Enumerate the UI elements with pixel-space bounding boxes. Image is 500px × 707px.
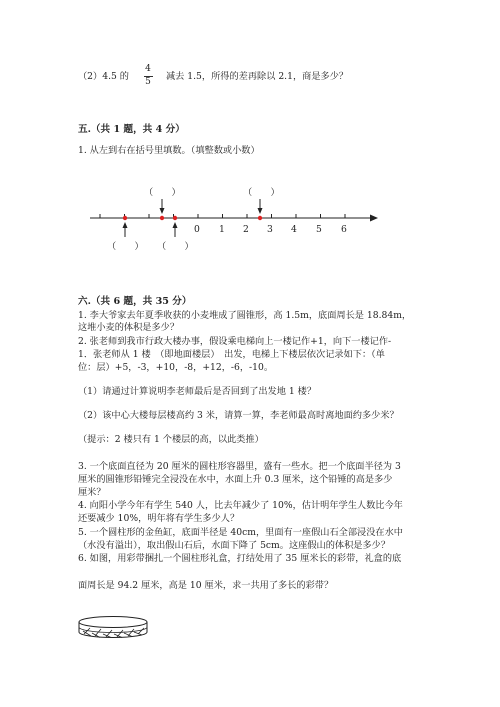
section-5-heading: 五.（共 1 题，共 4 分） <box>78 124 185 135</box>
section-6-line: 这堆小麦的体积是多少？ <box>78 322 180 333</box>
section-6-line: 6. 如图，用彩带捆扎一个圆柱形礼盒，打结处用了 35 厘米长的彩带，礼盒的底 <box>78 553 402 564</box>
up-arrow-1-head <box>123 222 128 228</box>
answer-bracket-bottom-2: （ ） <box>157 241 194 252</box>
tick-label-4: 4 <box>291 224 297 235</box>
number-line-point-1 <box>123 216 127 220</box>
section-6-line: 4. 向阳小学今年有学生 540 人，比去年减少了 10%，估计明年学生人数比今年 <box>78 500 403 511</box>
number-line-arrowhead <box>370 215 378 222</box>
tick-label-5: 5 <box>316 224 322 235</box>
up-arrow-2-head <box>173 222 178 228</box>
number-line-point-2 <box>160 216 164 220</box>
section-6-line: 位：层）+5，-3，+10，-8，+12，-6，-10。 <box>78 362 274 373</box>
number-line-point-3 <box>173 216 177 220</box>
section-6-heading: 六.（共 6 题，共 35 分） <box>78 296 192 307</box>
tick-label-3: 3 <box>267 224 273 235</box>
section-6-line: （提示：2 楼只有 1 个楼层的高，以此类推） <box>78 434 264 445</box>
down-arrow-1-head <box>160 208 165 214</box>
tick-label-1: 1 <box>219 224 225 235</box>
section-6-line: 3. 一个底面直径为 20 厘米的圆柱形容器里，盛有一些水。把一个底面半径为 3 <box>78 461 401 472</box>
section-6-line: （1）请通过计算说明李老师最后是否回到了出发地 1 楼？ <box>78 386 317 397</box>
section-6-line: 1. 李大爷家去年夏季收获的小麦堆成了圆锥形，高 1.5m，底面周长是 18.84m， <box>78 310 412 321</box>
tick-label-2: 2 <box>243 224 249 235</box>
section-6-line: 厘米的圆锥形铅锤完全浸没在水中，水面上升 0.3 厘米，这个铅锤的高是多少 <box>78 474 393 485</box>
fraction-denominator: 5 <box>145 77 151 87</box>
tick-label-0: 0 <box>194 224 200 235</box>
section-6-line: 1．张老师从 1 楼 （即地面楼层） 出发，电梯上下楼层依次记录如下：（单 <box>78 349 385 360</box>
section-6-line: （水没有溢出），取出假山石后，水面下降了 5cm。这座假山的体积是多少？ <box>78 540 391 551</box>
section-6-line: （2）该中心大楼每层楼高约 3 米，请算一算，李老师最高时离地面约多少米？ <box>78 410 399 421</box>
tick-label-6: 6 <box>341 224 347 235</box>
section-6-line: 面周长是 94.2 厘米，高是 10 厘米，求一共用了多长的彩带？ <box>78 580 334 591</box>
cylinder-gift-box-figure <box>79 617 147 638</box>
section-5-question-1: 1. 从左到右在括号里填数。（填整数或小数） <box>78 145 260 156</box>
section-6-line: 2. 张老师到我市行政大楼办事，假设乘电梯向上一楼记作+1，向下一楼记作- <box>78 336 392 347</box>
section-6-line: 5. 一个圆柱形的金鱼缸，底面半径是 40cm，里面有一座假山石全部浸没在水中 <box>78 527 403 538</box>
question-2-suffix: 减去 1.5，所得的差再除以 2.1，商是多少？ <box>166 71 349 82</box>
fraction-numerator: 4 <box>145 64 151 74</box>
question-2-prefix: （2）4.5 的 <box>78 71 129 82</box>
section-6-line: 厘米？ <box>78 487 106 498</box>
answer-bracket-top-2: （ ） <box>243 187 280 198</box>
section-6-line: 还要减少 10%，明年将有学生多少人？ <box>78 513 240 524</box>
answer-bracket-bottom-1: （ ） <box>107 241 144 252</box>
number-line-point-4 <box>258 216 262 220</box>
answer-bracket-top-1: （ ） <box>144 187 181 198</box>
down-arrow-2-head <box>258 208 263 214</box>
